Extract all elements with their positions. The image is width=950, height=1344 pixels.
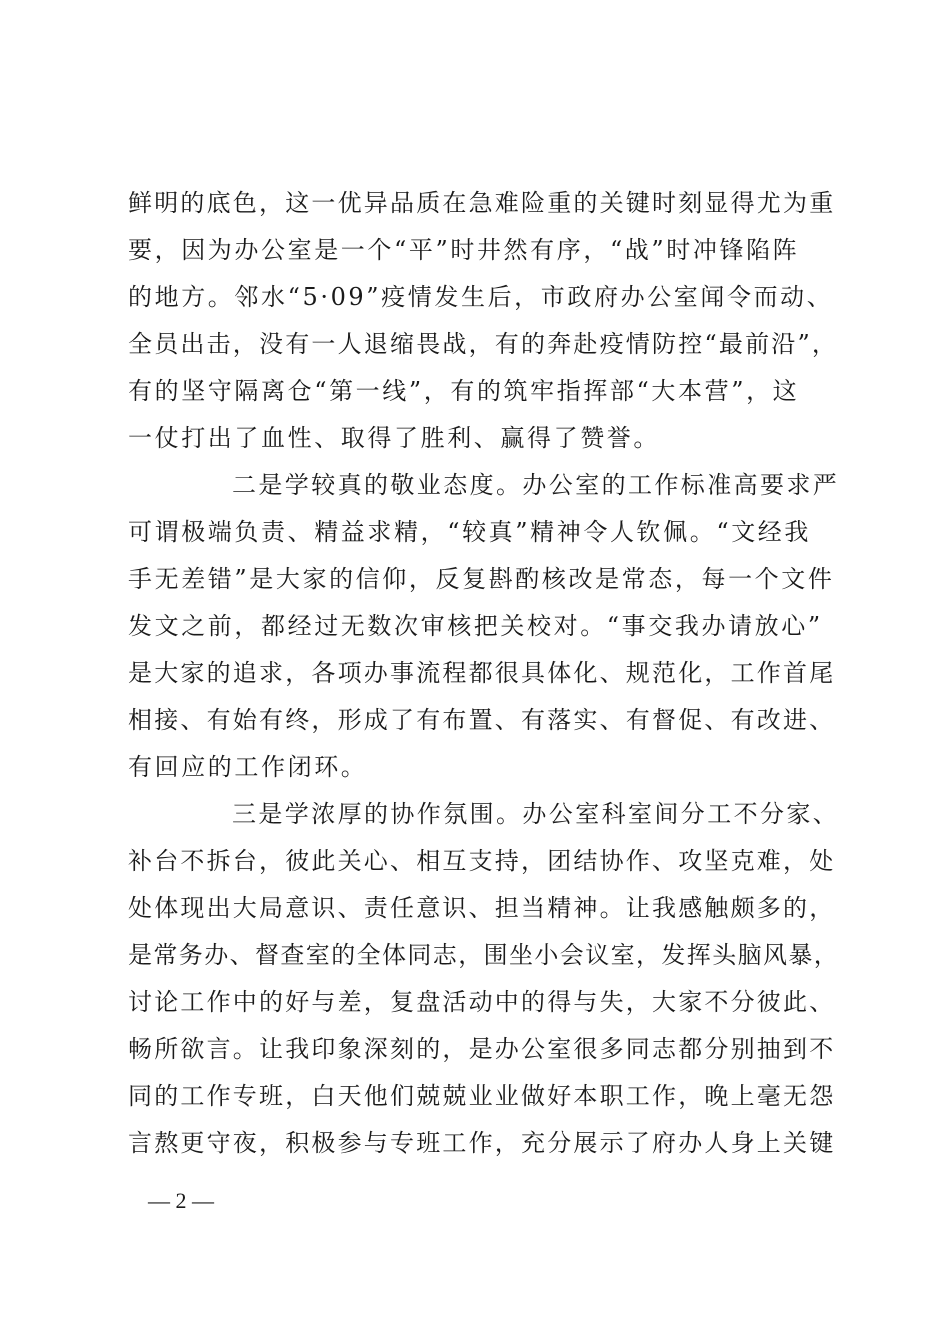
text-line: 补台不拆台，彼此关心、相互支持，团结协作、攻坚克难，处 <box>128 847 836 875</box>
text-line: 发文之前，都经过无数次审核把关校对。“事交我办请放心” <box>128 612 823 640</box>
text-line: 是大家的追求，各项办事流程都很具体化、规范化，工作首尾 <box>128 659 836 687</box>
text-line: 相接、有始有终，形成了有布置、有落实、有督促、有改进、 <box>128 706 836 734</box>
paragraph-continued <box>128 180 840 462</box>
text-line: 畅所欲言。让我印象深刻的，是办公室很多同志都分别抽到不 <box>128 1035 836 1063</box>
text-line: 有回应的工作闭环。 <box>128 753 368 781</box>
text-line: 一仗打出了血性、取得了胜利、赢得了赞誉。 <box>128 424 660 452</box>
page-number: — 2 — <box>148 1188 214 1213</box>
text-line: 的地方。邻水“5·09”疫情发生后，市政府办公室闻令而动、 <box>128 283 834 311</box>
text-line: 是常务办、督查室的全体同志，围坐小会议室，发挥头脑风暴， <box>128 941 840 969</box>
text-line: 二是学较真的敬业态度。办公室的工作标准高要求严 <box>232 471 840 499</box>
paragraph-dedication <box>128 462 840 791</box>
text-line: 有的坚守隔离仓“第一线”，有的筑牢指挥部“大本营”，这 <box>128 377 800 405</box>
text-line: 鲜明的底色，这一优异品质在急难险重的关键时刻显得尤为重 <box>128 189 836 217</box>
text-line: 全员出击，没有一人退缩畏战，有的奔赴疫情防控“最前沿”， <box>128 330 839 358</box>
body-text <box>128 180 840 1167</box>
text-line: 要，因为办公室是一个“平”时井然有序，“战”时冲锋陷阵 <box>128 236 800 264</box>
text-line: 手无差错”是大家的信仰，反复斟酌核改是常态，每一个文件 <box>128 565 835 593</box>
text-line: 三是学浓厚的协作氛围。办公室科室间分工不分家、 <box>232 800 840 828</box>
text-line: 言熬更守夜，积极参与专班工作，充分展示了府办人身上关键 <box>128 1129 836 1157</box>
paragraph-cooperation <box>128 791 840 1167</box>
text-line: 同的工作专班，白天他们兢兢业业做好本职工作，晚上毫无怨 <box>128 1082 836 1110</box>
text-line: 可谓极端负责、精益求精，“较真”精神令人钦佩。“文经我 <box>128 518 812 546</box>
text-line: 讨论工作中的好与差，复盘活动中的得与失，大家不分彼此、 <box>128 988 836 1016</box>
text-line: 处体现出大局意识、责任意识、担当精神。让我感触颇多的， <box>128 894 836 922</box>
